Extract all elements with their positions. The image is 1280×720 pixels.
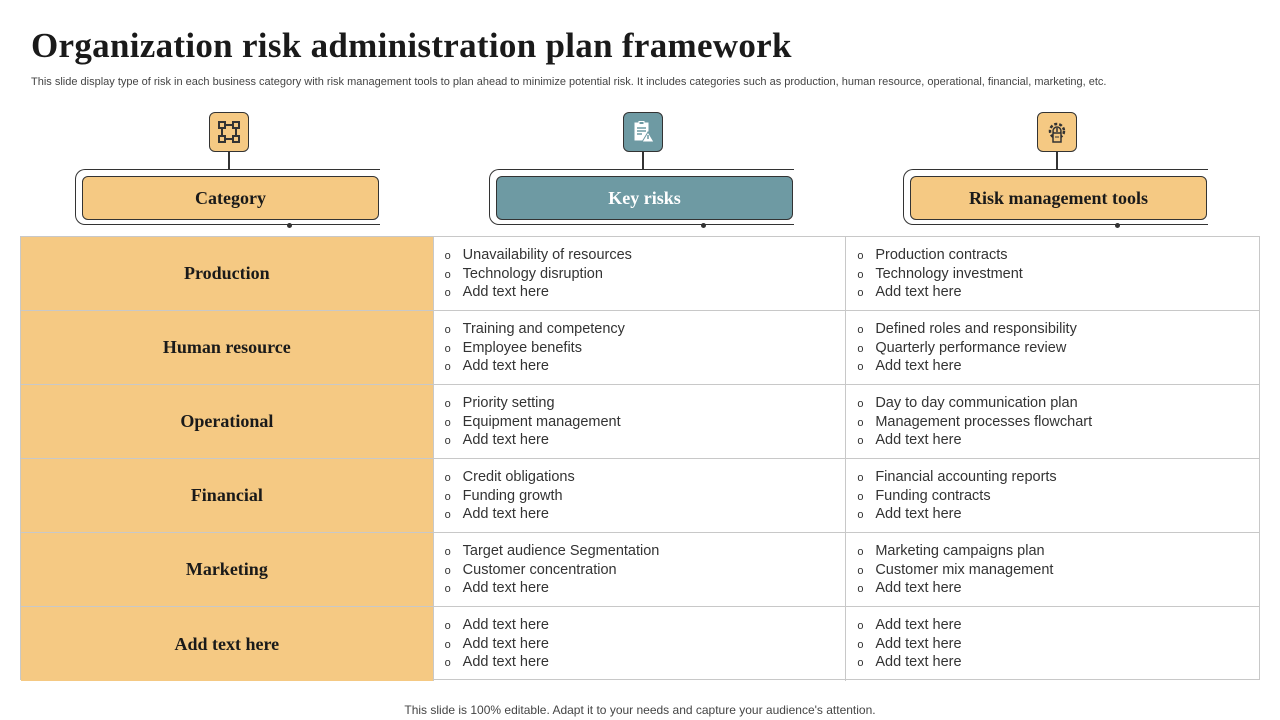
risk-tools-cell	[846, 237, 1259, 310]
list-item-text: Add text here	[875, 617, 962, 633]
key-risks-cell	[434, 459, 847, 532]
risk-tools-cell	[846, 607, 1259, 681]
bullet-icon: o	[444, 546, 451, 558]
bullet-icon: o	[857, 657, 864, 669]
list-item	[857, 580, 1259, 599]
connector-line	[1056, 152, 1058, 169]
list-item-text: Add text here	[462, 506, 549, 522]
category-cell: Operational	[21, 385, 434, 458]
bullet-list	[857, 247, 1259, 303]
list-item-text: Customer mix management	[875, 561, 1054, 578]
bullet-icon: o	[444, 583, 451, 595]
list-item-text: Employee benefits	[462, 339, 582, 356]
list-item	[857, 543, 1259, 562]
bullet-icon: o	[857, 472, 864, 484]
header-key-risks-label: Key risks	[496, 176, 793, 220]
table-row	[21, 607, 1259, 681]
key-risks-cell	[434, 385, 847, 458]
list-item	[857, 432, 1259, 451]
list-item-text: Financial accounting reports	[875, 469, 1057, 485]
bullet-list	[445, 247, 846, 303]
list-item	[857, 506, 1259, 525]
bullet-icon: o	[444, 564, 451, 577]
list-item-text: Production contracts	[875, 247, 1008, 263]
list-item	[445, 580, 846, 599]
bullet-icon: o	[857, 398, 864, 410]
category-cell: Financial	[21, 459, 434, 532]
bullet-icon: o	[444, 361, 451, 373]
table-row	[21, 385, 1259, 459]
list-item-text: Quarterly performance review	[875, 339, 1067, 356]
footer-note: This slide is 100% editable. Adapt it to your needs and capture your audience's attention.	[404, 703, 876, 717]
risk-clipboard-icon	[623, 112, 663, 152]
key-risks-cell	[434, 533, 847, 606]
bullet-list	[445, 395, 846, 451]
list-item	[857, 414, 1259, 433]
list-item-text: Priority setting	[462, 395, 555, 411]
list-item	[857, 321, 1259, 340]
list-item-text: Training and competency	[462, 321, 625, 337]
list-item	[857, 636, 1259, 655]
table-row	[21, 237, 1259, 311]
list-item-text: Add text here	[462, 284, 549, 300]
connector-dot	[1115, 223, 1120, 228]
list-item-text: Add text here	[875, 358, 962, 374]
risk-tools-cell	[846, 459, 1259, 532]
bullet-icon: o	[857, 435, 864, 447]
bullet-icon: o	[444, 638, 451, 651]
list-item-text: Unavailability of resources	[462, 247, 632, 263]
bullet-list	[857, 617, 1259, 673]
list-item	[445, 654, 846, 673]
list-item	[445, 358, 846, 377]
list-item-text: Add text here	[462, 432, 549, 448]
list-item	[445, 284, 846, 303]
list-item	[445, 340, 846, 359]
risk-tools-cell	[846, 533, 1259, 606]
list-item-text: Add text here	[875, 284, 962, 300]
bullet-list	[445, 543, 846, 599]
table-row	[21, 459, 1259, 533]
bullet-icon: o	[444, 398, 451, 410]
bullet-icon: o	[444, 324, 451, 336]
list-item	[445, 469, 846, 488]
bullet-list	[857, 321, 1259, 377]
list-item	[857, 488, 1259, 507]
list-item	[445, 543, 846, 562]
list-item-text: Add text here	[875, 580, 962, 596]
list-item-text: Funding growth	[462, 487, 563, 504]
bullet-icon: o	[857, 546, 864, 558]
bullet-icon: o	[444, 250, 451, 262]
list-item	[445, 414, 846, 433]
list-item	[857, 266, 1259, 285]
list-item	[445, 562, 846, 581]
bullet-list	[445, 321, 846, 377]
bullet-icon: o	[857, 490, 864, 503]
page-subtitle: This slide display type of risk in each business category with risk management tools to plan ahead to minimize potential risk. It includes categories such as production, human resource, operational, financial, marketing, etc.	[31, 76, 1107, 88]
list-item-text: Equipment management	[462, 413, 621, 430]
list-item-text: Customer concentration	[462, 561, 617, 578]
list-item	[445, 395, 846, 414]
list-item-text: Management processes flowchart	[875, 413, 1093, 430]
list-item	[445, 488, 846, 507]
gear-building-icon	[1037, 112, 1077, 152]
list-item-text: Add text here	[875, 635, 962, 652]
list-item	[445, 506, 846, 525]
list-item	[857, 654, 1259, 673]
category-cell: Human resource	[21, 311, 434, 384]
header-key-risks	[489, 112, 809, 232]
key-risks-cell	[434, 237, 847, 310]
risk-tools-cell	[846, 311, 1259, 384]
list-item-text: Credit obligations	[462, 469, 575, 485]
bullet-icon: o	[444, 657, 451, 669]
bullet-icon: o	[857, 638, 864, 651]
bullet-list	[857, 469, 1259, 525]
bullet-icon: o	[857, 509, 864, 521]
list-item-text: Add text here	[875, 654, 962, 670]
bullet-icon: o	[857, 361, 864, 373]
connector-line	[228, 152, 230, 169]
list-item	[857, 284, 1259, 303]
bullet-icon: o	[444, 509, 451, 521]
bullet-list	[857, 543, 1259, 599]
list-item-text: Add text here	[462, 358, 549, 374]
risk-tools-cell	[846, 385, 1259, 458]
list-item-text: Add text here	[462, 654, 549, 670]
table-row	[21, 533, 1259, 607]
category-cell: Production	[21, 237, 434, 310]
list-item	[857, 247, 1259, 266]
list-item-text: Funding contracts	[875, 487, 991, 504]
list-item	[857, 358, 1259, 377]
list-item	[857, 469, 1259, 488]
list-item-text: Add text here	[875, 432, 962, 448]
header-risk-tools-label: Risk management tools	[910, 176, 1207, 220]
list-item	[445, 617, 846, 636]
bullet-icon: o	[444, 287, 451, 299]
network-nodes-icon	[209, 112, 249, 152]
bullet-icon: o	[444, 472, 451, 484]
bullet-icon: o	[444, 268, 451, 281]
category-cell: Marketing	[21, 533, 434, 606]
category-cell: Add text here	[21, 607, 434, 681]
list-item	[857, 562, 1259, 581]
list-item-text: Target audience Segmentation	[462, 543, 660, 559]
bullet-list	[857, 395, 1259, 451]
bullet-icon: o	[857, 342, 864, 355]
header-category-label: Category	[82, 176, 379, 220]
bullet-icon: o	[444, 620, 451, 632]
connector-line	[642, 152, 644, 169]
list-item-text: Day to day communication plan	[875, 395, 1078, 411]
table-row	[21, 311, 1259, 385]
bullet-icon: o	[857, 416, 864, 429]
list-item	[857, 340, 1259, 359]
bullet-icon: o	[857, 287, 864, 299]
bullet-list	[445, 617, 846, 673]
list-item-text: Defined roles and responsibility	[875, 321, 1077, 337]
connector-dot	[287, 223, 292, 228]
key-risks-cell	[434, 607, 847, 681]
list-item	[857, 395, 1259, 414]
bullet-icon: o	[857, 268, 864, 281]
bullet-list	[445, 469, 846, 525]
bullet-icon: o	[444, 342, 451, 355]
list-item-text: Add text here	[462, 635, 549, 652]
bullet-icon: o	[857, 564, 864, 577]
connector-dot	[701, 223, 706, 228]
risk-table	[20, 236, 1260, 680]
list-item	[445, 432, 846, 451]
list-item-text: Technology disruption	[462, 265, 603, 282]
list-item-text: Add text here	[875, 506, 962, 522]
bullet-icon: o	[857, 583, 864, 595]
list-item	[445, 247, 846, 266]
bullet-icon: o	[857, 250, 864, 262]
list-item-text: Marketing campaigns plan	[875, 543, 1045, 559]
list-item	[445, 636, 846, 655]
list-item	[445, 266, 846, 285]
header-category	[75, 112, 395, 232]
list-item-text: Technology investment	[875, 265, 1023, 282]
bullet-icon: o	[444, 416, 451, 429]
bullet-icon: o	[444, 435, 451, 447]
header-risk-tools	[903, 112, 1223, 232]
key-risks-cell	[434, 311, 847, 384]
bullet-icon: o	[857, 324, 864, 336]
list-item-text: Add text here	[462, 580, 549, 596]
bullet-icon: o	[857, 620, 864, 632]
list-item	[857, 617, 1259, 636]
list-item	[445, 321, 846, 340]
page-title: Organization risk administration plan framework	[31, 26, 792, 65]
list-item-text: Add text here	[462, 617, 549, 633]
bullet-icon: o	[444, 490, 451, 503]
